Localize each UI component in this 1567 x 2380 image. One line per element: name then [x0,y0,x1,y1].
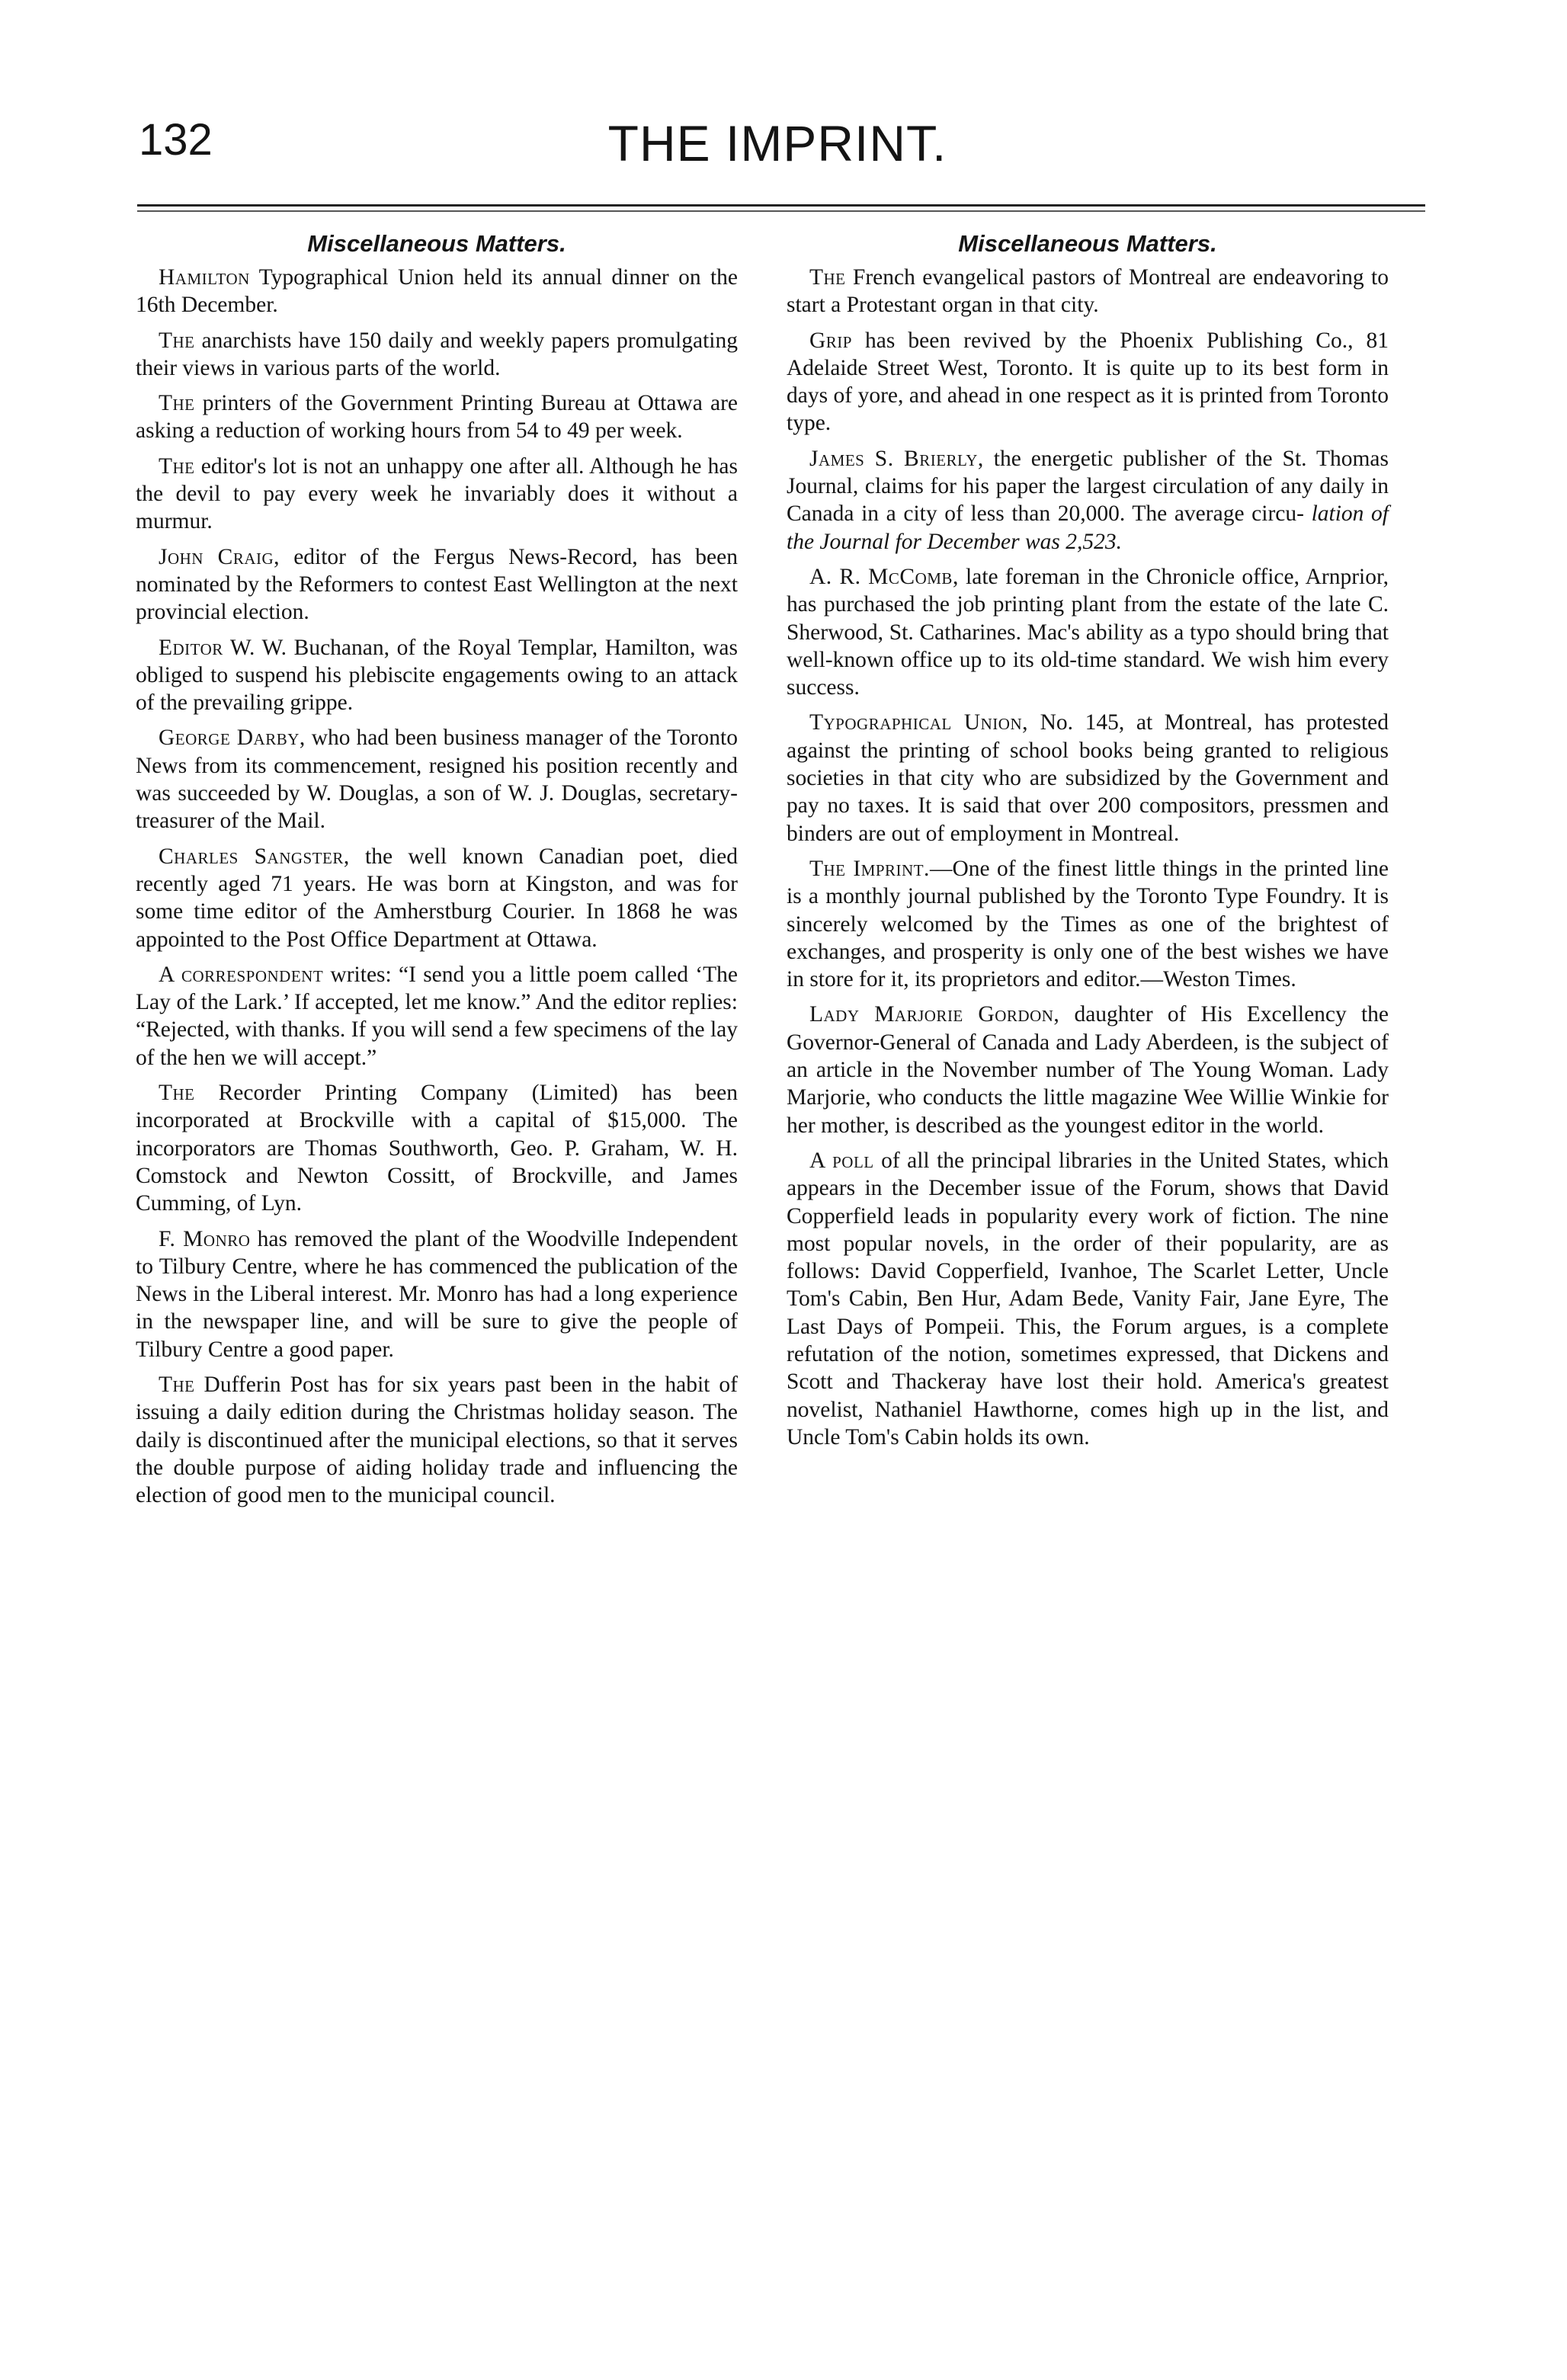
paragraph-lead: Charles Sangster, [159,844,350,869]
paragraph-lead: F. Monro [159,1226,251,1251]
left-column [136,229,738,1517]
paragraph-text: Recorder Printing Company (Limited) has been incorporated at Brockville with a capital of $15,000. The incorporators are Thomas Southworth, Geo. P. Graham, W. H. Comstock and Newton Cossitt, of Brockville, and James Cumming, of Lyn. [136,1081,738,1216]
paragraph-text: has been revived by the Phoenix Publishing Co., 81 Adelaide Street West, Toronto. It is quite up to its best form in days of yore, and ahead in one respect as it is printed from Toronto type. [787,328,1389,436]
paragraph-lead: The Imprint. [809,856,930,881]
article-paragraph [136,543,738,626]
right-column-paragraphs [787,264,1389,1451]
article-paragraph [136,1371,738,1509]
left-column-heading: Miscellaneous Matters. [307,230,566,257]
header-rule [137,204,1425,207]
paragraph-lead: The [159,328,195,353]
paragraph-text: No. 145, at Montreal, has protested against the printing of school books being granted to religious societies in that city who are subsidized by the Government and pay no taxes. It is said that over 200 compositors, pressmen and binders are out of employment in Montreal. [787,710,1389,846]
paragraph-text: printers of the Government Printing Bureau at Ottawa are asking a reduction of working hours from 54 to 49 per week. [136,391,738,444]
paragraph-text: editor of the Fergus News-Record, has been nominated by the Reformers to contest East Wellington at the next provincial election. [136,544,738,625]
paragraph-lead: The [159,391,195,416]
paragraph-text: Typographical Union held its annual dinner on the 16th December. [136,265,738,318]
paragraph-lead: Editor [159,635,223,660]
article-paragraph [787,327,1389,437]
paragraph-text: —One of the finest little things in the printed line is a monthly journal published by the Toronto Type Foundry. It is sincerely welcomed by the Times as one of the brightest of exchanges, and prosperity is only one of the best wishes we have in store for it, its proprietors and editor.—Weston Times. [787,856,1389,992]
article-paragraph [136,1079,738,1217]
article-paragraph [787,264,1389,319]
article-paragraph [136,264,738,319]
left-column-paragraphs [136,264,738,1509]
publication-title: THE IMPRINT. [607,115,947,171]
paragraph-lead: John Craig, [159,544,280,569]
article-paragraph [136,327,738,383]
article-paragraph [787,563,1389,701]
article-paragraph [787,1147,1389,1451]
paragraph-text: of all the principal libraries in the United States, which appears in the December issue of the Forum, shows that David Copperfield leads in popularity every work of fiction. The nine most popular novels, in the order of their popularity, are as follows: David Copperfield, Ivanhoe, The Scarlet Letter, Uncle Tom's Cabin, Ben Hur, Adam Bede, Vanity Fair, Jane Eyre, The Last Days of Pompeii. This, the Forum argues, is a complete refutation of the notion, sometimes expressed, that Dickens and Scott and Thackeray have lost their hold. America's greatest novelist, Nathaniel Hawthorne, comes high up in the list, and Uncle Tom's Cabin holds its own. [787,1148,1389,1449]
right-column-heading: Miscellaneous Matters. [958,230,1217,257]
paragraph-lead: A correspondent [159,962,324,987]
paragraph-lead: The [159,1372,195,1397]
paragraph-text: Dufferin Post has for six years past been in the habit of issuing a daily edition during the Christmas holiday season. The daily is discontinued after the municipal elections, so that it serves the double purpose of aiding holiday trade and influencing the election of good men to the municipal council. [136,1372,738,1508]
paragraph-text: has removed the plant of the Woodville Independent to Tilbury Centre, where he has commenced the publication of the News in the Liberal interest. Mr. Monro has had a long experience in the newspaper line, and will be sure to give the people of Tilbury Centre a good paper. [136,1226,738,1362]
paragraph-lead: A poll [809,1148,874,1173]
paragraph-italic-text: lation of the Journal for December was 2,523. [787,501,1389,554]
paragraph-lead: George Darby, [159,726,306,751]
paragraph-text: editor's lot is not an unhappy one after all. Although he has the devil to pay every week he invariably does it without a murmur. [136,453,738,534]
paragraph-text: late foreman in the Chronicle office, Arnprior, has purchased the job printing plant from the estate of the late C. Sherwood, St. Catharines. Mac's ability as a typo should bring that well-known office up to its old-time standard. We wish him every success. [787,564,1389,700]
article-paragraph [136,724,738,834]
paragraph-lead: The [809,265,846,290]
page-number: 132 [139,115,213,165]
article-paragraph [787,1001,1389,1139]
right-column [787,229,1389,1459]
paragraph-text: writes: “I send you a little poem called ‘The Lay of the Lark.’ If accepted, let me know.” And the editor replies: “Rejected, with thanks. If you will send a few specimens of the lay of the hen we will accept.” [136,962,738,1070]
article-paragraph [136,843,738,953]
page-header [130,114,1425,175]
article-paragraph [136,453,738,536]
paragraph-lead: James S. Brierly, [809,446,984,471]
article-paragraph [136,961,738,1071]
paragraph-lead: The [159,453,195,479]
paragraph-lead: The [159,1081,195,1106]
paragraph-text: the well known Canadian poet, died recently aged 71 years. He was born at Kingston, and was for some time editor of the Amherstburg Courier. In 1868 he was appointed to the Post Office Department at Ottawa. [136,844,738,952]
paragraph-text: daughter of His Excellency the Governor-General of Canada and Lady Aberdeen, is the subject of an article in the November number of The Young Woman. Lady Marjorie, who conducts the little magazine Wee Willie Winkie for her mother, is described as the youngest editor in the world. [787,1002,1389,1138]
article-paragraph [787,855,1389,993]
paragraph-lead: Grip [809,328,852,353]
paragraph-text: anarchists have 150 daily and weekly papers promulgating their views in various parts of the world. [136,328,738,380]
paragraph-text: the energetic publisher of the St. Thomas Journal, claims for his paper the largest circulation of any daily in Canada in a city of less than 20,000. The average circu- [787,446,1389,527]
article-paragraph [787,709,1389,847]
paragraph-text: who had been business manager of the Toronto News from its commencement, resigned his position recently and was succeeded by W. Douglas, a son of W. J. Douglas, secretary-treasurer of the Mail. [136,726,738,834]
paragraph-text: French evangelical pastors of Montreal are endeavoring to start a Protestant organ in that city. [787,265,1389,318]
paragraph-lead: Lady Marjorie Gordon, [809,1002,1060,1027]
paragraph-text: W. W. Buchanan, of the Royal Templar, Hamilton, was obliged to suspend his plebiscite engagements owing to an attack of the prevailing grippe. [136,635,738,716]
paragraph-lead: Typographical Union, [809,710,1028,735]
article-paragraph [136,1225,738,1363]
paragraph-lead: Hamilton [159,265,250,290]
article-paragraph [136,634,738,717]
paragraph-lead: A. R. McComb, [809,564,959,589]
header-rule-secondary [137,210,1425,212]
article-paragraph [136,389,738,445]
article-paragraph [787,445,1389,556]
